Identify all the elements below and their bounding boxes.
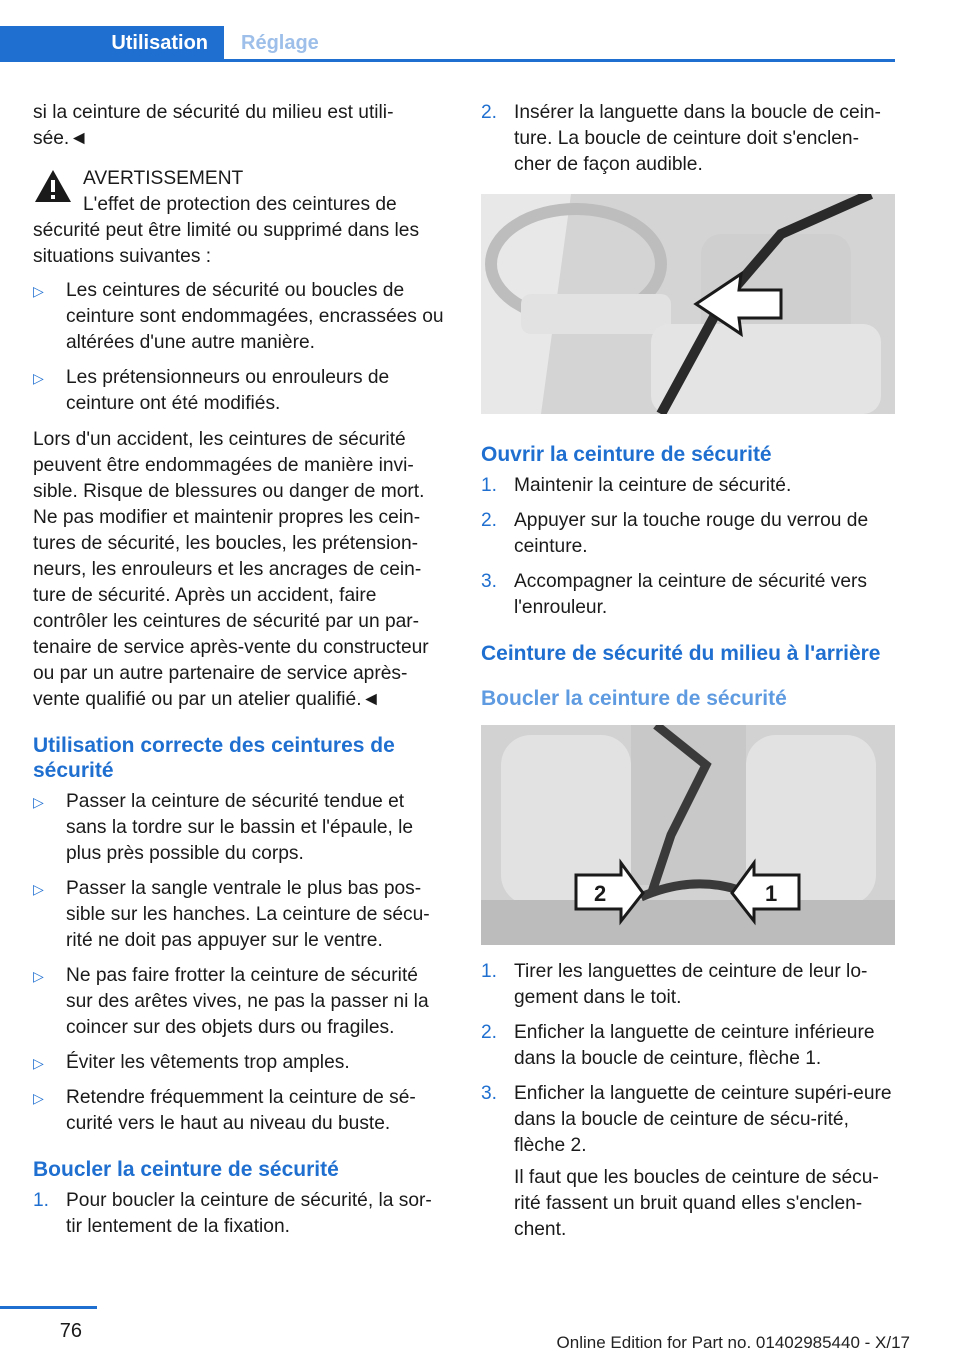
intro-text: si la ceinture de sécurité du milieu est utili-sée.◄ (33, 102, 394, 149)
heading-buckle: Boucler la ceinture de sécurité (33, 1158, 339, 1181)
list-item: 1. Pour boucler la ceinture de sécurité, la sor-tir lentement de la fixation. (33, 1190, 432, 1237)
heading-open: Ouvrir la ceinture de sécurité (481, 443, 772, 466)
buckle-steps (33, 1188, 447, 1240)
list-item: 1. Tirer les languettes de ceinture de leur lo-gement dans le toit. (481, 961, 868, 1008)
rear-note: Il faut que les boucles de ceinture de sécu-rité fassent un bruit quand elles s'enclen-chent. (514, 1167, 879, 1240)
figure-front-seatbelt (481, 194, 895, 414)
left-column (33, 100, 447, 1252)
bullet-triangle-icon: ▷ (33, 370, 44, 386)
buckle-steps-continued (481, 100, 895, 178)
figure-rear-seatbelt (481, 725, 895, 945)
right-column (481, 100, 895, 1255)
list-item: 2. Enficher la languette de ceinture inférieure dans la boucle de ceinture, flèche 1. (481, 1022, 875, 1069)
front-seat-illustration (481, 194, 895, 414)
heading-usage: Utilisation correcte des ceintures de sécurité (33, 734, 395, 782)
bullet-triangle-icon: ▷ (33, 968, 44, 984)
edition-footer: Online Edition for Part no. 01402985440 - X/17 (556, 1333, 910, 1352)
footer-rule (0, 1306, 97, 1309)
list-item: ▷ Retendre fréquemment la ceinture de sé-curité vers le haut au niveau du buste. (33, 1087, 416, 1134)
tab-utilisation[interactable]: Utilisation (0, 26, 224, 60)
bullet-triangle-icon: ▷ (33, 881, 44, 897)
list-item: ▷ Passer la ceinture de sécurité tendue et sans la tordre sur le bassin et l'épaule, le plus près possible du corps. (33, 791, 414, 864)
tab-reglage[interactable]: Réglage (241, 31, 319, 54)
rear-seat-illustration (481, 725, 895, 945)
heading-rear: Ceinture de sécurité du milieu à l'arrière (481, 642, 881, 665)
warning-body: L'effet de protection des ceintures de sécurité peut être limité ou supprimé dans les situations suivantes : (33, 194, 420, 267)
warning-title: AVERTISSEMENT (83, 168, 244, 189)
open-steps (481, 473, 895, 621)
header-rule (0, 59, 895, 62)
list-item: ▷ Les ceintures de sécurité ou boucles de ceinture sont endommagées, encrassées ou altérées d'une autre manière. (33, 280, 444, 353)
usage-bullet-list (33, 789, 447, 1137)
list-item: 3. Enficher la languette de ceinture supéri-eure dans la boucle de ceinture de sécu-rité, flèche 2. Il faut que les boucles de ceinture de sécu-rité fassent un bruit quand elles s'enclen-chent. (481, 1081, 895, 1243)
bullet-triangle-icon: ▷ (33, 1055, 44, 1071)
list-item: 1. Maintenir la ceinture de sécurité. (481, 475, 792, 496)
list-item: ▷ Passer la sangle ventrale le plus bas pos-sible sur les hanches. La ceinture de sécu-rité ne doit pas appuyer sur le ventre. (33, 878, 430, 951)
subheading-rear: Boucler la ceinture de sécurité (481, 687, 787, 710)
rear-steps (481, 959, 895, 1243)
list-item: ▷ Éviter les vêtements trop amples. (33, 1050, 447, 1076)
list-item: 3. Accompagner la ceinture de sécurité vers l'enrouleur. (481, 571, 868, 618)
list-item: ▷ Les prétensionneurs ou enrouleurs de ceinture ont été modifiés. (33, 367, 390, 414)
list-item: ▷ Ne pas faire frotter la ceinture de sécurité sur des arêtes vives, ne pas la passer ni la coincer sur des objets durs ou fragiles. (33, 965, 429, 1038)
list-item: 2. Insérer la languette dans la boucle de cein-ture. La boucle de ceinture doit s'enclen-cher de façon audible. (481, 102, 881, 175)
arrow-label-1: 1 (765, 881, 778, 906)
bullet-triangle-icon: ▷ (33, 283, 44, 299)
warning-triangle-icon (33, 168, 73, 204)
warning-bullet-list (33, 278, 447, 417)
page-number: 76 (59, 1320, 82, 1342)
warning-text: Lors d'un accident, les ceintures de sécurité peuvent être endommagées de manière invi-sible. Risque de blessures ou danger de mort. Ne pas modifier et maintenir propres les cein-tures de sécurité, les boucles, les prétension-neurs, les enrouleurs et les ancrages de cein-ture de sécurité. Après un accident, faire contrôler les ceintures de sécurité par un par-tenaire de service après-vente du constructeur ou par un autre partenaire de service après-vente qualifié ou par un atelier qualifié.◄ (33, 429, 429, 710)
chapter-tabs (0, 26, 895, 62)
bullet-triangle-icon: ▷ (33, 794, 44, 810)
arrow-label-2: 2 (594, 881, 607, 906)
warning-block (33, 166, 447, 270)
bullet-triangle-icon: ▷ (33, 1090, 44, 1106)
list-item: 2. Appuyer sur la touche rouge du verrou de ceinture. (481, 510, 869, 557)
